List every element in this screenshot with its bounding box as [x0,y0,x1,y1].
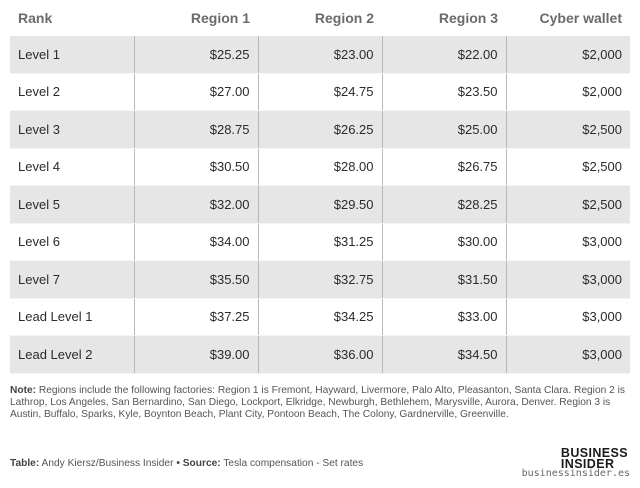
value-cell: $34.00 [134,223,258,261]
note-label: Note: [10,385,37,396]
column-header: Region 3 [438,10,498,26]
value-cell: $37.25 [134,298,258,336]
value-cell: $23.00 [258,36,382,73]
value-cell: $27.00 [134,73,258,111]
table-body [10,36,630,373]
table-row [10,223,630,261]
rank-cell: Level 4 [10,148,134,186]
table-credit-text: Andy Kiersz/Business Insider [41,458,174,469]
table-header-row [10,0,630,36]
table-row [10,36,630,73]
table-row [10,336,630,374]
logo-line-2: INSIDER [560,457,615,471]
value-cell: $3,000 [506,223,630,261]
table-credit-label: Table: [10,458,40,469]
table-row [10,148,630,186]
rank-cell: Lead Level 1 [10,298,134,336]
value-cell: $2,000 [506,73,630,111]
column-header: Rank [18,10,53,26]
value-cell: $28.75 [134,111,258,149]
rank-cell: Level 1 [10,36,134,73]
column-header: Region 2 [314,10,374,26]
business-insider-logo [561,448,628,470]
rank-cell: Level 3 [10,111,134,149]
value-cell: $22.00 [382,36,506,73]
value-cell: $2,500 [506,111,630,149]
value-cell: $26.25 [258,111,382,149]
value-cell: $35.50 [134,261,258,299]
note-text: Regions include the following factories: Region 1 is Fremont, Hayward, Livermore, Palo Alto, Pleasanton, Santa Clara. Region 2 is Lathrop, Los Angeles, San Bernardino, San Diego, Lockport, Elkridge, Newburgh, Bethlehem, Marysville, Aurora, Denver. Region 3 is Austin, Buffalo, Sparks, Kyle, Boynton Beach, Plant City, Pontoon Beach, The Colony, Gardnerville, Greenville. [10,385,625,420]
logo-line-1: BUSINESS [560,446,628,460]
footnote [10,385,630,421]
value-cell: $3,000 [506,336,630,374]
table-row [10,261,630,299]
table-row [10,73,630,111]
value-cell: $30.00 [382,223,506,261]
watermark: businessinsider.es [521,468,630,479]
value-cell: $24.75 [258,73,382,111]
value-cell: $34.25 [258,298,382,336]
table-row [10,111,630,149]
table-row [10,298,630,336]
rank-cell: Level 7 [10,261,134,299]
table-row [10,186,630,224]
value-cell: $33.00 [382,298,506,336]
column-header: Cyber wallet [539,10,622,26]
value-cell: $29.50 [258,186,382,224]
value-cell: $25.25 [134,36,258,73]
value-cell: $2,500 [506,148,630,186]
value-cell: $25.00 [382,111,506,149]
source-text: Tesla compensation - Set rates [223,458,364,469]
value-cell: $31.25 [258,223,382,261]
value-cell: $34.50 [382,336,506,374]
rank-cell: Level 6 [10,223,134,261]
rank-cell: Level 5 [10,186,134,224]
value-cell: $23.50 [382,73,506,111]
value-cell: $28.25 [382,186,506,224]
source-line [10,458,363,469]
column-header: Region 1 [190,10,250,26]
source-label: Source: [182,458,221,469]
value-cell: $32.75 [258,261,382,299]
value-cell: $3,000 [506,261,630,299]
value-cell: $31.50 [382,261,506,299]
value-cell: $3,000 [506,298,630,336]
value-cell: $32.00 [134,186,258,224]
value-cell: $28.00 [258,148,382,186]
value-cell: $39.00 [134,336,258,374]
value-cell: $2,500 [506,186,630,224]
rank-cell: Lead Level 2 [10,336,134,374]
source-separator: • [176,458,180,469]
rank-cell: Level 2 [10,73,134,111]
value-cell: $30.50 [134,148,258,186]
value-cell: $26.75 [382,148,506,186]
compensation-table [10,0,630,374]
value-cell: $36.00 [258,336,382,374]
value-cell: $2,000 [506,36,630,73]
